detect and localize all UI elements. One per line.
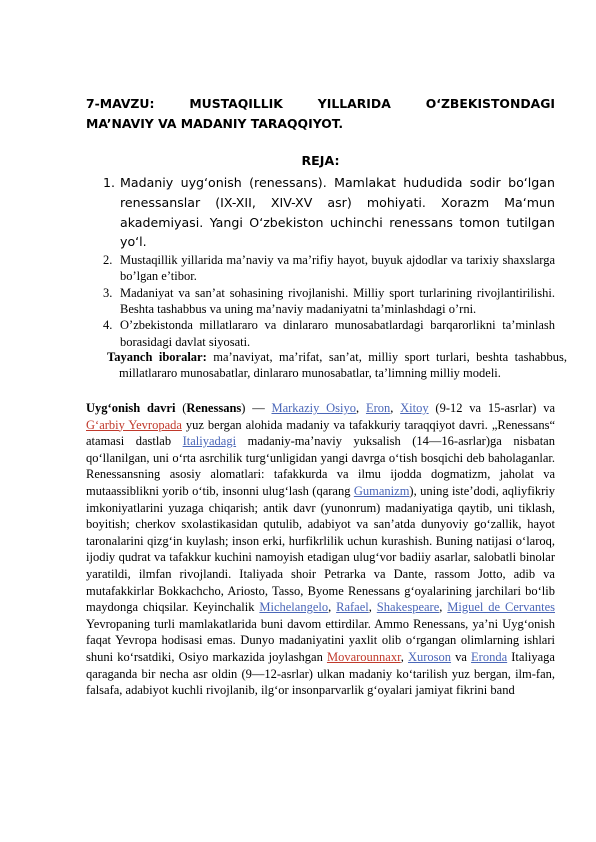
link-garbiy-yevropa[interactable]: Gʻarbiy Yevropada [86,417,182,432]
plan-item-number: 3. [103,285,113,300]
key-terms [107,349,567,382]
text-run: , [328,600,337,615]
plan-item-text: Mustaqillik yillarida ma’naviy va ma’rifiy hayot, buyuk ajdodlar va tarixiy shaxslarga bo’lgan e’tibor. [120,253,555,284]
title-word: 7-MAVZU: [86,96,155,111]
text-run: madaniy-maʼnaviy yuksalish (14—16-asrlar)ga nisbatan qoʻllanilgan, uni oʻrta asrchilik turgʻunligidan yangi davrga oʻtish bosqichi deb baholaganlar. Renessansning asosiy alomatlari: tafakkurda va ilmu ijodda dogmatizm, jaholat va mutaassiblikni yorib oʻtib, insonni ulugʻlash (qarang [86,434,555,498]
plan-item [103,173,555,252]
plan-item-number: 1. [103,175,116,190]
link-gumanizm[interactable]: Gumanizm [353,483,410,498]
text-run: (9-12 va 15-asrlar) va [428,401,556,415]
text-run: Yevropaning turli mamlakatlarida buni davom ettirdilar. Ammo Renessans, yaʼni Uygʻonish faqat Yevropa hodisasi emas. Dunyo madaniyatini yaxlit olib oʻrgangan olimlarning ishlari shuni koʻrsatdiki, Osiyo markazida joylashgan [86,616,555,664]
key-terms-text: ma’naviyat, ma’rifat, san’at, milliy sport turlari, beshta tashabbus, millatlararo munosabatlar, dinlararo munosabatlar, ta’limning milliy modeli. [119,350,567,381]
plan-item-text: Madaniy uyg‘onish (renessans). Mamlakat hududida sodir bo‘lgan renessanslar (IX-XII, XIV-XV asr) mohiyati. Xorazm Ma‘mun akademiyasi. Yangi O‘zbekiston uchinchi renessans tomon tutilgan yo‘l. [120,175,555,250]
body-paragraph [86,400,555,699]
title-line-1 [86,94,555,114]
plan-item [103,317,555,350]
text-run: va [451,649,472,664]
link-eron[interactable]: Eron [365,401,391,415]
text-run: , [356,401,366,415]
text-run: , [439,600,448,615]
text-run: , [390,401,401,415]
title-word: MUSTAQILLIK [189,96,283,111]
plan-heading: REJA: [301,153,340,168]
title-word: O‘ZBEKISTONDAGI [425,96,555,111]
link-shakespeare[interactable]: Shakespeare [376,600,440,615]
link-xitoy[interactable]: Xitoy [400,401,429,415]
term-bold: Uyg‘onish davri [86,401,176,415]
term-bold: Renessans [186,401,242,415]
plan-item-number: 2. [103,253,113,268]
link-michelangelo[interactable]: Michelangelo [259,600,329,615]
text-run: ( [175,401,187,415]
text-run: Italiyaga qaraganda bir necha asr oldin (9—12-asrlar) ulkan madaniy koʻtarilish yuz bergan, ilm-fan, falsafa, adabiyot kuchli rivojlanib, ilgʻor insonparvarlik gʻoyalari jamiyat fikrini band [86,649,555,698]
plan-item-text: Madaniyat va san’at sohasining rivojlanishi. Milliy sport turlarining rivojlantirilishi. Beshta tashabbus va uning ma’naviy madaniyatni ta’minlashdagi o’rni. [120,285,555,317]
text-run: ) — [241,401,272,415]
text-run: , [368,600,377,615]
page-title [86,94,555,134]
plan-item [103,285,555,318]
key-terms-label: Tayanch iboralar: [107,350,207,364]
plan-item-text: O’zbekistonda millatlararo va dinlararo munosabatlardagi barqarorlikni ta’minlash borasidagi davlat siyosati. [120,318,555,349]
title-line-2: MA’NAVIY VA MADANIY TARAQQIYOT. [86,116,344,131]
text-run: yuz bergan alohida madaniy va tafakkuriy taraqqiyot davri. „Renessans“ atamasi dastlab [86,417,555,449]
text-run: ), uning isteʼdodi, aqliyfikriy imkoniyatlarini yuzaga chiqarish; antik davr (yunonrum) madaniyatiga qaytib, uni tiklash, boyitish; cherkov sxolastikasidan qutulib, adabiyot va sanʼatda dunyoviy goʻzallik, hayot taronalarini qizgʻin kuylash; inson erki, hurfikrlilik uchun kurashish. Buning natijasi oʻlaroq, ijodiy qudrat va tafakkur kuchini namoyish etadigan ulugʻvor badiiy asarlar, salobatli binolar yaratildi, ilmfan rivojlandi. Italiyada shoir Petrarka va Dante, rassom Jotto, adib va mutafakkirlar Bokkachcho, Ariosto, Tasso, Byome Renessans gʻoyalarining jarchilari boʻlib maydonga chiqsilar. Keyinchalik [86,483,555,615]
title-word: YILLARIDA [317,96,391,111]
link-italiyadagi[interactable]: Italiyadagi [182,434,237,449]
link-xuroson[interactable]: Xuroson [407,649,452,664]
plan-item-number: 4. [103,318,113,333]
plan-list [103,173,555,350]
link-rafael[interactable]: Rafael [336,600,369,615]
link-eronda[interactable]: Eronda [471,649,508,664]
link-cervantes[interactable]: Miguel de Cervantes [447,600,555,615]
plan-item [103,252,555,285]
text-run: , [400,649,408,664]
link-movarounnaxr[interactable]: Movarounnaxr [326,649,401,664]
link-markaziy-osiyo[interactable]: Markaziy Osiyo [271,401,357,415]
